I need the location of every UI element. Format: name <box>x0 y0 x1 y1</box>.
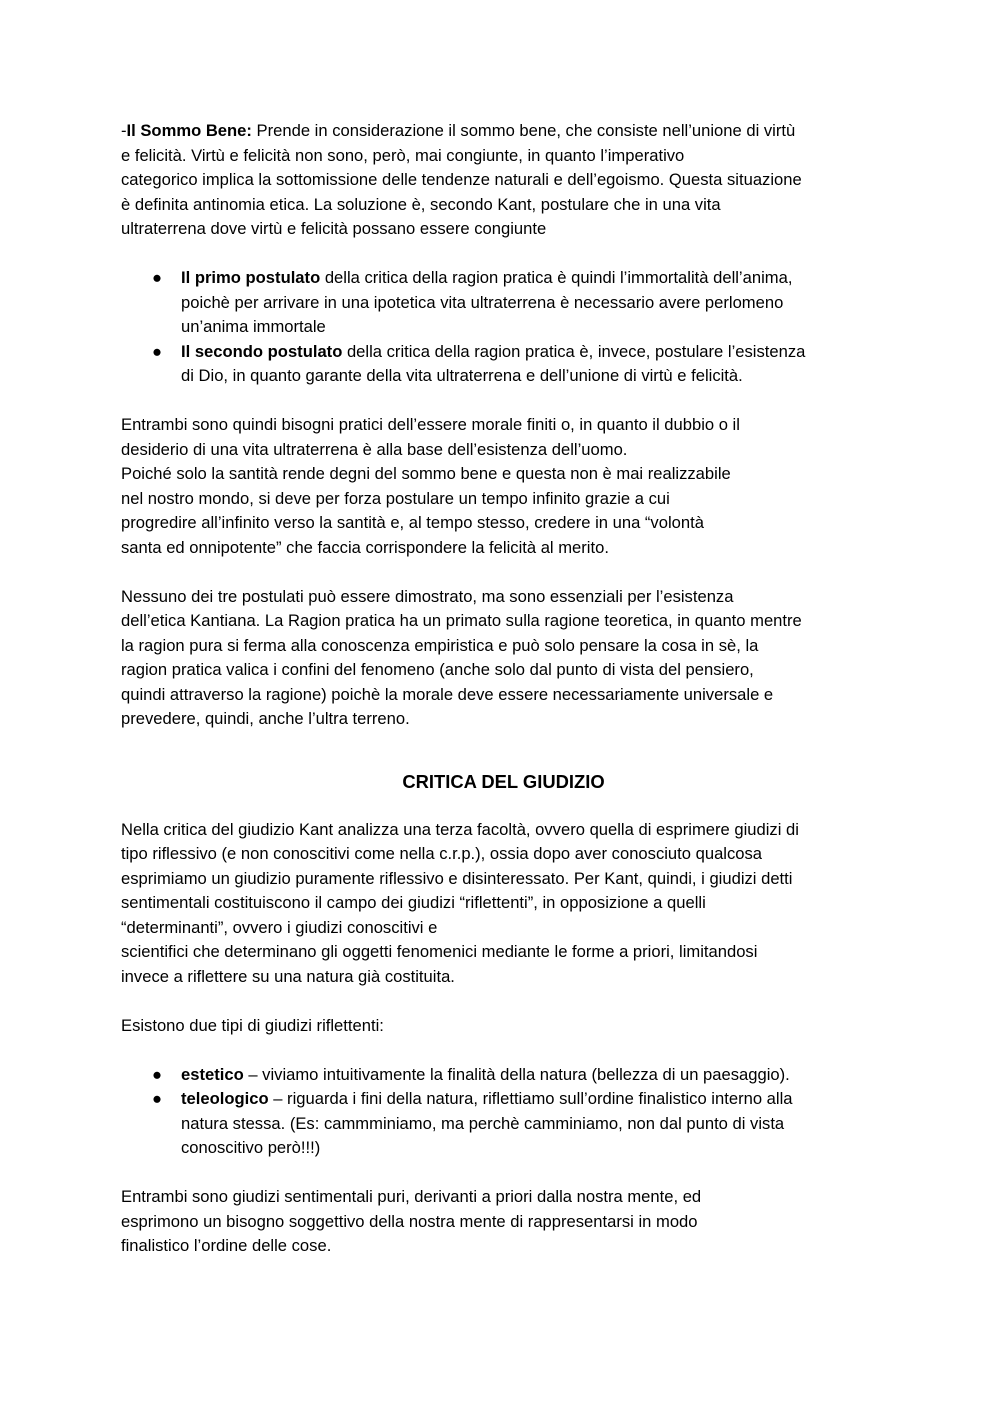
giudizio-paragraph: Nella critica del giudizio Kant analizza una terza facoltà, ovvero quella di esprimere giudizi di tipo riflessivo (e non conoscitivi come nella c.r.p.), ossia dopo aver conosciuto qualcosa esprimiamo un giudizio puramente riflessivo e disinteressato. Per Kant, quindi, i giudizi detti sentimentali costituiscono il campo dei giudizi “riflettenti”, in opposizione a quelli “determinanti”, ovvero i giudizi conoscitivi e scientifici che determinano gli oggetti fenomenici mediante le forme a priori, limitandosi invece a riflettere su una natura già costituita. <box>121 819 799 986</box>
list-item: ● Il primo postulato della critica della ragion pratica è quindi l’immortalità dell’anima, poichè per arrivare in una ipotetica vita ultraterrena è necessario avere perlomeno un’anima immortale <box>152 268 793 336</box>
bullet-icon: ● <box>152 1089 163 1108</box>
document-page <box>121 119 886 1283</box>
section-title: CRITICA DEL GIUDIZIO <box>402 770 605 792</box>
list-item: ● teleologico – riguarda i fini della natura, riflettiamo sull’ordine finalistico interno alla natura stessa. (Es: cammminiamo, ma perchè camminiamo, non dal punto di vista conoscitivo però!!!) <box>152 1089 793 1157</box>
list-item: ● Il secondo postulato della critica della ragion pratica è, invece, postulare l’esistenza di Dio, in quanto garante della vita ultraterrena e dell’unione di virtù e felicità. <box>152 341 806 385</box>
postulati-paragraph: Nessuno dei tre postulati può essere dimostrato, ma sono essenziali per l’esistenza dell’etica Kantiana. La Ragion pratica ha un primato sulla ragione teoretica, in quanto mentre la ragion pura si ferma alla conoscenza empiristica e può solo pensare la cosa in sè, la ragion pratica valica i confini del fenomeno (anche solo dal punto di vista del pensiero, quindi attraverso la ragione) poichè la morale deve essere necessariamente universale e prevedere, quindi, anche l’ultra terreno. <box>121 586 802 728</box>
giudizi-list <box>121 1063 886 1161</box>
bullet-icon: ● <box>152 268 163 287</box>
list-item: ● estetico – viviamo intuitivamente la finalità della natura (bellezza di un paesaggio). <box>121 1063 886 1088</box>
sommo-bene-label: Il Sommo Bene: <box>126 121 252 140</box>
bullet-icon: ● <box>152 341 163 361</box>
sommo-bene-paragraph: -Il Sommo Bene: Prende in considerazione il sommo bene, che consiste nell’unione di virtù e felicità. Virtù e felicità non sono, però, mai congiunte, in quanto l’imperativo categorico implica la sottomissione delle tendenze naturali e dell’egoismo. Questa situazione è definita antinomia etica. La soluzione è, secondo Kant, postulare che in una vita ultraterrena dove virtù e felicità possano essere congiunte <box>121 121 802 238</box>
bullet-icon: ● <box>152 1064 163 1084</box>
bisogni-pratici-paragraph: Entrambi sono quindi bisogni pratici dell’essere morale finiti o, in quanto il dubbio o il desiderio di una vita ultraterrena è alla base dell’esistenza dell’uomo. Poiché solo la santità rende degni del sommo bene e questa non è mai realizzabile nel nostro mondo, si deve per forza postulare un tempo infinito grazie a cui progredire all’infinito verso la santità e, al tempo stesso, credere in una “volontà santa ed onnipotente” che faccia corrispondere la felicità al merito. <box>121 415 740 557</box>
postulati-list <box>121 266 886 389</box>
tipi-giudizi-paragraph: Esistono due tipi di giudizi riflettenti: <box>121 1015 384 1035</box>
giudizi-puri-paragraph: Entrambi sono giudizi sentimentali puri, derivanti a priori dalla nostra mente, ed esprimono un bisogno soggettivo della nostra mente di rappresentarsi in modo finalistico l’ordine delle cose. <box>121 1187 702 1255</box>
